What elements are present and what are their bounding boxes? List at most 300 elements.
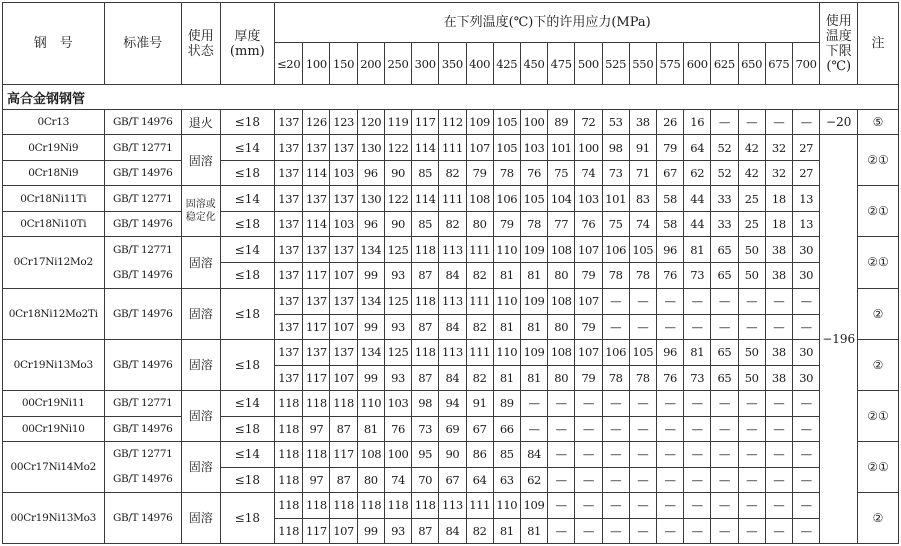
- stress-value: 100: [384, 441, 411, 467]
- stress-value: 81: [493, 365, 520, 390]
- stress-value: 33: [711, 212, 738, 237]
- stress-value: —: [548, 492, 575, 518]
- stress-value: —: [684, 314, 711, 339]
- stress-value: 79: [466, 161, 493, 186]
- stress-value: —: [711, 518, 738, 543]
- allowable-stress-table: [2, 2, 899, 544]
- stress-value: 134: [357, 339, 384, 365]
- stress-value: 118: [412, 339, 439, 365]
- table-row: [3, 161, 899, 186]
- stress-value: 38: [765, 339, 792, 365]
- stress-value: —: [656, 467, 683, 492]
- stress-value: 96: [357, 212, 384, 237]
- stress-value: —: [602, 390, 629, 416]
- cell-condition: 退火: [181, 110, 220, 135]
- stress-value: 113: [439, 492, 466, 518]
- stress-value: —: [656, 314, 683, 339]
- stress-value: —: [629, 390, 656, 416]
- header-temp-16: 625: [711, 43, 738, 85]
- header-temp-18: 675: [765, 43, 792, 85]
- stress-value: 30: [792, 237, 819, 263]
- stress-value: 103: [520, 135, 547, 161]
- stress-value: —: [684, 288, 711, 314]
- cell-thickness: ≤18: [220, 416, 274, 441]
- stress-value: 105: [629, 339, 656, 365]
- stress-value: —: [656, 441, 683, 467]
- stress-value: 82: [466, 314, 493, 339]
- stress-value: 137: [275, 186, 303, 212]
- stress-value: —: [629, 518, 656, 543]
- stress-value: 110: [493, 492, 520, 518]
- section-row: [3, 85, 899, 110]
- stress-value: 137: [330, 288, 357, 314]
- stress-value: 118: [357, 492, 384, 518]
- stress-value: —: [548, 441, 575, 467]
- stress-value: 30: [792, 339, 819, 365]
- stress-value: 110: [357, 390, 384, 416]
- stress-value: 90: [439, 441, 466, 467]
- stress-value: —: [684, 492, 711, 518]
- cell-grade: 0Cr18Ni9: [3, 161, 105, 186]
- stress-value: 78: [602, 365, 629, 390]
- stress-value: 117: [303, 263, 330, 288]
- stress-value: 103: [384, 390, 411, 416]
- stress-value: 109: [520, 237, 547, 263]
- stress-value: 113: [439, 288, 466, 314]
- header-temp-14: 575: [656, 43, 683, 85]
- cell-note: ②①: [858, 441, 899, 492]
- stress-value: 81: [357, 416, 384, 441]
- header-temp-17: 650: [738, 43, 765, 85]
- stress-value: 75: [548, 161, 575, 186]
- cell-min-temp-shared: −196: [820, 135, 858, 544]
- header-temp-5: 300: [412, 43, 439, 85]
- stress-value: 118: [412, 288, 439, 314]
- stress-value: 42: [738, 161, 765, 186]
- stress-value: —: [765, 441, 792, 467]
- stress-value: 96: [357, 161, 384, 186]
- stress-value: —: [520, 416, 547, 441]
- stress-value: 117: [303, 365, 330, 390]
- stress-value: —: [711, 390, 738, 416]
- stress-value: 90: [384, 212, 411, 237]
- stress-value: 118: [275, 467, 303, 492]
- stress-value: 99: [357, 263, 384, 288]
- stress-value: 108: [548, 288, 575, 314]
- stress-value: 78: [520, 212, 547, 237]
- cell-thickness: ≤18: [220, 492, 274, 543]
- stress-value: 137: [303, 186, 330, 212]
- stress-value: —: [765, 110, 792, 135]
- stress-value: 114: [303, 161, 330, 186]
- table-row: [3, 390, 899, 416]
- cell-note: ②①: [858, 390, 899, 441]
- stress-value: —: [765, 492, 792, 518]
- cell-condition: 固溶: [181, 390, 220, 441]
- stress-value: —: [765, 288, 792, 314]
- stress-value: 38: [765, 237, 792, 263]
- cell-standard: GB/T 12771: [104, 186, 181, 212]
- stress-value: 81: [520, 314, 547, 339]
- stress-value: —: [548, 390, 575, 416]
- stress-value: 89: [548, 110, 575, 135]
- table-row: [3, 110, 899, 135]
- stress-value: —: [520, 390, 547, 416]
- stress-value: 74: [384, 467, 411, 492]
- stress-value: 106: [493, 186, 520, 212]
- stress-value: 81: [520, 365, 547, 390]
- stress-value: 112: [439, 110, 466, 135]
- stress-value: —: [629, 314, 656, 339]
- cell-thickness: ≤18: [220, 467, 274, 492]
- stress-value: —: [602, 467, 629, 492]
- stress-value: 82: [466, 263, 493, 288]
- stress-value: 122: [384, 186, 411, 212]
- stress-value: 130: [357, 186, 384, 212]
- stress-value: 118: [303, 492, 330, 518]
- stress-value: 113: [439, 237, 466, 263]
- stress-value: 78: [629, 263, 656, 288]
- stress-value: 108: [548, 237, 575, 263]
- stress-value: 99: [357, 365, 384, 390]
- stress-value: 73: [412, 416, 439, 441]
- cell-grade: 00Cr19Ni13Mo3: [3, 492, 105, 543]
- header-temp-8: 425: [493, 43, 520, 85]
- stress-value: 18: [765, 212, 792, 237]
- stress-value: 89: [493, 390, 520, 416]
- stress-value: 111: [439, 186, 466, 212]
- stress-value: 110: [493, 339, 520, 365]
- stress-value: —: [575, 467, 602, 492]
- stress-value: 91: [629, 135, 656, 161]
- stress-value: —: [792, 288, 819, 314]
- stress-value: 73: [684, 263, 711, 288]
- stress-value: 42: [738, 135, 765, 161]
- stress-value: 137: [275, 237, 303, 263]
- stress-value: 32: [765, 161, 792, 186]
- stress-value: 100: [575, 135, 602, 161]
- stress-value: 93: [384, 314, 411, 339]
- stress-value: —: [656, 416, 683, 441]
- stress-value: 32: [765, 135, 792, 161]
- stress-value: 113: [439, 339, 466, 365]
- header-temp-13: 550: [629, 43, 656, 85]
- stress-value: 137: [275, 161, 303, 186]
- stress-value: 73: [684, 365, 711, 390]
- stress-value: 86: [466, 441, 493, 467]
- stress-value: 118: [412, 492, 439, 518]
- stress-value: —: [765, 467, 792, 492]
- stress-value: 111: [466, 339, 493, 365]
- stress-value: 87: [412, 518, 439, 543]
- stress-value: 64: [684, 135, 711, 161]
- cell-standard-line-1: GB/T 14976: [113, 473, 173, 486]
- stress-value: —: [656, 492, 683, 518]
- stress-value: —: [602, 441, 629, 467]
- stress-value: —: [602, 518, 629, 543]
- stress-value: 81: [493, 263, 520, 288]
- stress-value: 122: [384, 135, 411, 161]
- stress-value: —: [629, 467, 656, 492]
- stress-value: 79: [575, 365, 602, 390]
- stress-value: —: [738, 441, 765, 467]
- stress-value: 103: [575, 186, 602, 212]
- cell-thickness: ≤18: [220, 263, 274, 288]
- stress-value: —: [792, 110, 819, 135]
- stress-value: 30: [792, 365, 819, 390]
- stress-value: 71: [629, 161, 656, 186]
- stress-value: 134: [357, 288, 384, 314]
- stress-value: 87: [330, 467, 357, 492]
- stress-value: 53: [602, 110, 629, 135]
- cell-condition: 固溶: [181, 339, 220, 390]
- cell-condition: 固溶: [181, 237, 220, 288]
- stress-value: 111: [439, 135, 466, 161]
- stress-value: 137: [275, 288, 303, 314]
- cell-thickness: ≤18: [220, 110, 274, 135]
- cell-thickness: ≤18: [220, 339, 274, 390]
- stress-value: 137: [330, 186, 357, 212]
- table-row: [3, 212, 899, 237]
- stress-value: 98: [602, 135, 629, 161]
- stress-value: 62: [684, 161, 711, 186]
- cell-note: ②: [858, 288, 899, 339]
- stress-value: 108: [548, 339, 575, 365]
- stress-value: 25: [738, 186, 765, 212]
- header-temp-12: 525: [602, 43, 629, 85]
- stress-value: 117: [303, 518, 330, 543]
- header-condition: 使用状态: [181, 3, 220, 85]
- stress-value: 110: [493, 288, 520, 314]
- stress-value: 119: [384, 110, 411, 135]
- stress-value: 109: [466, 110, 493, 135]
- cell-thickness: ≤14: [220, 390, 274, 416]
- stress-value: 109: [520, 339, 547, 365]
- stress-value: 82: [439, 212, 466, 237]
- stress-value: 125: [384, 339, 411, 365]
- stress-value: 80: [548, 263, 575, 288]
- stress-value: 52: [711, 161, 738, 186]
- stress-value: —: [711, 416, 738, 441]
- stress-value: 81: [520, 263, 547, 288]
- table-row: [3, 339, 899, 365]
- cell-condition: 固溶: [181, 135, 220, 186]
- stress-value: —: [575, 416, 602, 441]
- stress-value: 33: [711, 186, 738, 212]
- stress-value: 26: [656, 110, 683, 135]
- stress-value: 65: [711, 263, 738, 288]
- stress-value: 96: [656, 237, 683, 263]
- stress-value: 118: [412, 237, 439, 263]
- stress-value: 44: [684, 186, 711, 212]
- stress-value: 80: [548, 365, 575, 390]
- stress-value: 80: [466, 212, 493, 237]
- stress-value: 65: [711, 365, 738, 390]
- cell-standard: GB/T 14976: [104, 212, 181, 237]
- stress-value: 137: [275, 314, 303, 339]
- stress-value: 27: [792, 135, 819, 161]
- cell-grade: 0Cr13: [3, 110, 105, 135]
- stress-value: 118: [275, 390, 303, 416]
- stress-value: 118: [275, 416, 303, 441]
- stress-value: —: [684, 441, 711, 467]
- stress-value: 95: [412, 441, 439, 467]
- header-row-1: [3, 3, 899, 43]
- header-temp-1: 100: [303, 43, 330, 85]
- stress-value: 58: [656, 212, 683, 237]
- stress-value: 108: [357, 441, 384, 467]
- stress-value: —: [711, 467, 738, 492]
- stress-value: 67: [466, 416, 493, 441]
- stress-value: —: [711, 441, 738, 467]
- header-temp-19: 700: [792, 43, 819, 85]
- cell-condition: 固溶: [181, 441, 220, 492]
- stress-value: —: [792, 492, 819, 518]
- stress-value: 83: [629, 186, 656, 212]
- header-temp-0: ≤20: [275, 43, 303, 85]
- stress-value: 25: [738, 212, 765, 237]
- stress-value: —: [738, 390, 765, 416]
- stress-value: 38: [629, 110, 656, 135]
- stress-value: 106: [602, 237, 629, 263]
- stress-value: 91: [466, 390, 493, 416]
- stress-value: 50: [738, 365, 765, 390]
- cell-thickness: ≤14: [220, 441, 274, 467]
- stress-value: 137: [275, 135, 303, 161]
- stress-value: 123: [330, 110, 357, 135]
- stress-value: 137: [303, 237, 330, 263]
- stress-value: 107: [330, 518, 357, 543]
- stress-value: 62: [520, 467, 547, 492]
- stress-value: —: [629, 416, 656, 441]
- cell-grade: 0Cr19Ni9: [3, 135, 105, 161]
- cell-standard: GB/T 14976: [104, 339, 181, 390]
- stress-value: —: [792, 390, 819, 416]
- stress-value: 84: [439, 365, 466, 390]
- header-min-temp: 使用温度下限(℃): [820, 3, 858, 85]
- stress-value: 107: [330, 314, 357, 339]
- stress-value: 111: [466, 492, 493, 518]
- header-note: 注: [858, 3, 899, 85]
- stress-value: —: [602, 492, 629, 518]
- stress-value: —: [711, 314, 738, 339]
- stress-value: 96: [656, 339, 683, 365]
- stress-value: 107: [575, 339, 602, 365]
- stress-value: —: [738, 467, 765, 492]
- header-temp-11: 500: [575, 43, 602, 85]
- stress-value: —: [656, 288, 683, 314]
- cell-note: ②①: [858, 135, 899, 186]
- stress-value: —: [629, 492, 656, 518]
- cell-condition: 固溶: [181, 492, 220, 543]
- stress-value: 137: [275, 263, 303, 288]
- cell-standard: [104, 441, 181, 492]
- stress-value: 100: [520, 110, 547, 135]
- stress-value: 63: [493, 467, 520, 492]
- header-temp-4: 250: [384, 43, 411, 85]
- stress-value: 118: [275, 518, 303, 543]
- stress-value: 108: [466, 186, 493, 212]
- stress-value: 137: [275, 212, 303, 237]
- cell-standard: GB/T 12771: [104, 390, 181, 416]
- stress-value: —: [738, 416, 765, 441]
- stress-value: 118: [275, 441, 303, 467]
- stress-value: —: [792, 441, 819, 467]
- stress-value: 87: [412, 314, 439, 339]
- stress-value: 82: [466, 518, 493, 543]
- stress-value: 104: [548, 186, 575, 212]
- stress-value: 94: [439, 390, 466, 416]
- stress-value: 125: [384, 237, 411, 263]
- stress-value: 125: [384, 288, 411, 314]
- header-standard: 标准号: [104, 3, 181, 85]
- stress-value: 76: [575, 212, 602, 237]
- stress-value: 58: [656, 186, 683, 212]
- stress-value: —: [738, 518, 765, 543]
- stress-value: 106: [602, 339, 629, 365]
- stress-value: —: [765, 314, 792, 339]
- stress-value: 105: [493, 110, 520, 135]
- stress-value: —: [629, 441, 656, 467]
- stress-value: —: [548, 416, 575, 441]
- cell-standard-line-1: GB/T 14976: [113, 268, 173, 281]
- stress-value: 80: [357, 467, 384, 492]
- stress-value: 93: [384, 518, 411, 543]
- stress-value: 137: [330, 135, 357, 161]
- cell-grade: 0Cr17Ni12Mo2: [3, 237, 105, 288]
- stress-value: 13: [792, 212, 819, 237]
- cell-thickness: ≤14: [220, 237, 274, 263]
- header-temp-3: 200: [357, 43, 384, 85]
- stress-value: —: [738, 288, 765, 314]
- stress-value: —: [575, 492, 602, 518]
- stress-value: 117: [412, 110, 439, 135]
- stress-value: 82: [466, 365, 493, 390]
- stress-value: 79: [493, 212, 520, 237]
- stress-value: 16: [684, 110, 711, 135]
- stress-value: —: [792, 467, 819, 492]
- cell-grade: 0Cr19Ni13Mo3: [3, 339, 105, 390]
- stress-value: 30: [792, 263, 819, 288]
- stress-value: 126: [303, 110, 330, 135]
- header-temp-15: 600: [684, 43, 711, 85]
- cell-standard: GB/T 14976: [104, 110, 181, 135]
- stress-value: —: [684, 518, 711, 543]
- stress-value: 81: [684, 237, 711, 263]
- stress-value: 103: [330, 212, 357, 237]
- stress-value: 105: [629, 237, 656, 263]
- stress-value: —: [602, 314, 629, 339]
- stress-value: 97: [303, 416, 330, 441]
- cell-grade: 00Cr19Ni11: [3, 390, 105, 416]
- stress-value: —: [765, 390, 792, 416]
- stress-value: 114: [303, 212, 330, 237]
- stress-value: 27: [792, 161, 819, 186]
- stress-value: 74: [575, 161, 602, 186]
- cell-note: ②: [858, 339, 899, 390]
- stress-value: 66: [493, 416, 520, 441]
- stress-value: 79: [575, 263, 602, 288]
- stress-value: 114: [412, 186, 439, 212]
- stress-value: —: [738, 492, 765, 518]
- stress-value: 101: [548, 135, 575, 161]
- stress-value: 84: [439, 263, 466, 288]
- cell-standard-line-0: GB/T 12771: [113, 448, 173, 461]
- header-temp-7: 400: [466, 43, 493, 85]
- stress-value: 52: [711, 135, 738, 161]
- table-row: [3, 492, 899, 518]
- table-row: [3, 441, 899, 467]
